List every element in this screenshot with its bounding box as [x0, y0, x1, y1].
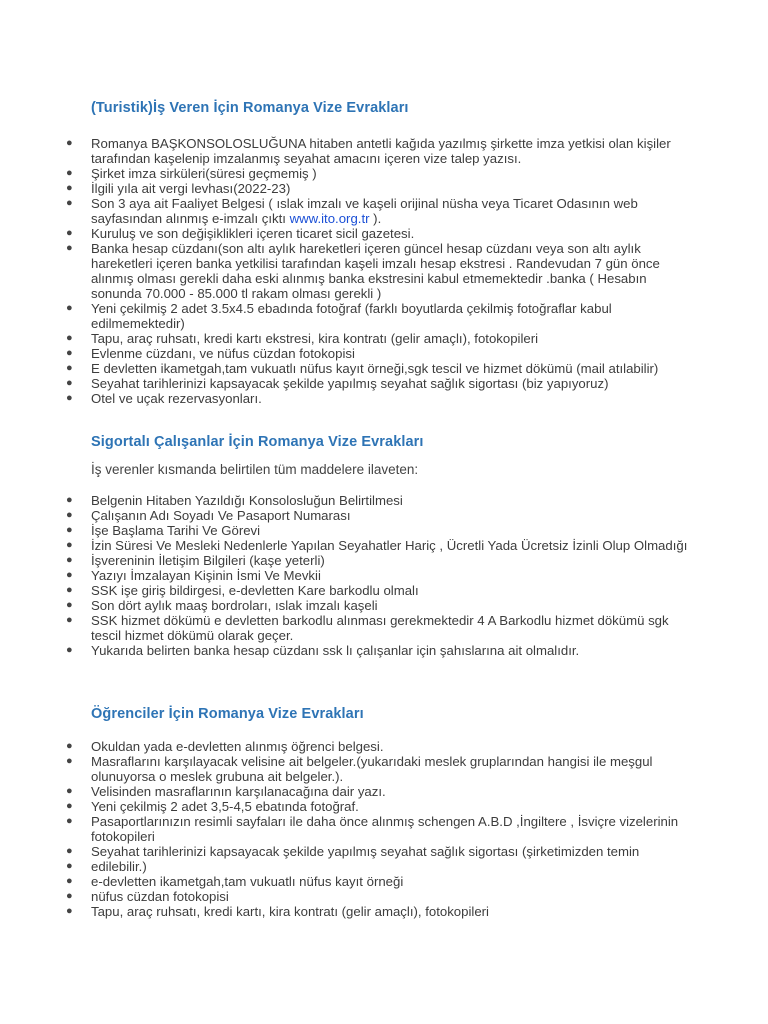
bullet-icon: ● [66, 302, 73, 314]
bullet-icon: ● [66, 392, 73, 404]
list-item: ● Otel ve uçak rezervasyonları. [66, 391, 262, 406]
bullet-icon: ● [66, 332, 73, 344]
list-item: ● Son 3 aya ait Faaliyet Belgesi ( ıslak imzalı ve kaşeli orijinal nüsha veya Ticaret Odasının web sayfasından alınmış e-imzalı çıktı www.ito.org.tr ). [66, 196, 638, 226]
section-heading-insured-employees: Sigortalı Çalışanlar İçin Romanya Vize Evrakları [91, 434, 424, 450]
bullet-icon: ● [66, 197, 73, 209]
list-item: ● nüfus cüzdan fotokopisi [66, 889, 229, 904]
section-heading-employers: (Turistik)İş Veren İçin Romanya Vize Evrakları [91, 100, 409, 116]
bullet-icon: ● [66, 539, 73, 551]
ito-website-link[interactable]: www.ito.org.tr [289, 211, 370, 226]
bullet-icon: ● [66, 845, 73, 857]
bullet-icon: ● [66, 182, 73, 194]
list-item: ● Yeni çekilmiş 2 adet 3,5-4,5 ebatında fotoğraf. [66, 799, 359, 814]
list-item: ● İşe Başlama Tarihi Ve Görevi [66, 523, 261, 538]
bullet-icon: ● [66, 905, 73, 917]
bullet-icon: ● [66, 860, 73, 872]
bullet-icon: ● [66, 137, 73, 149]
list-item: ● Okuldan yada e-devletten alınmış öğrenci belgesi. [66, 739, 384, 754]
list-item: ● Seyahat tarihlerinizi kapsayacak şekilde yapılmış seyahat sağlık sigortası (biz yapıyoruz) [66, 376, 609, 391]
bullet-icon: ● [66, 554, 73, 566]
bullet-icon: ● [66, 875, 73, 887]
bullet-icon: ● [66, 362, 73, 374]
list-item: ● İzin Süresi Ve Mesleki Nedenlerle Yapılan Seyahatler Hariç , Ücretli Yada Ücretsiz İzinli Olup Olmadığı [66, 538, 688, 553]
list-item: ● Romanya BAŞKONSOLOSLUĞUNA hitaben antetli kağıda yazılmış şirkette imza yetkisi olan kişiler tarafından kaşelenip imzalanmış seyahat amacını içeren vize talep yazısı. [66, 136, 671, 166]
employee-document-list [0, 493, 768, 658]
bullet-icon: ● [66, 815, 73, 827]
list-item: ● Yukarıda belirten banka hesap cüzdanı ssk lı çalışanlar için şahıslarına ait olmalıdır. [66, 643, 580, 658]
list-item: ● Evlenme cüzdanı, ve nüfus cüzdan fotokopisi [66, 346, 355, 361]
list-item: ● SSK hizmet dökümü e devletten barkodlu alınması gerekmektedir 4 A Barkodlu hizmet dökümü sgk tescil hizmet dökümü olarak geçer. [66, 613, 669, 643]
list-item: ● Tapu, araç ruhsatı, kredi kartı ekstresi, kira kontratı (gelir amaçlı), fotokopileri [66, 331, 539, 346]
list-item: ● İlgili yıla ait vergi levhası(2022-23) [66, 181, 291, 196]
student-document-list [0, 739, 768, 919]
bullet-icon: ● [66, 584, 73, 596]
list-item: ● Son dört aylık maaş bordroları, ıslak imzalı kaşeli [66, 598, 378, 613]
list-item: ● Masraflarını karşılayacak velisine ait belgeler.(yukarıdaki meslek gruplarından hangisi ile meşgul olunuyorsa o meslek grubuna ait belgeler.). [66, 754, 653, 784]
list-item: ● İşvereninin İletişim Bilgileri (kaşe yeterli) [66, 553, 325, 568]
bullet-icon: ● [66, 599, 73, 611]
list-item: ● Kuruluş ve son değişiklikleri içeren ticaret sicil gazetesi. [66, 226, 415, 241]
list-item: ● E devletten ikametgah,tam vukuatlı nüfus kayıt örneği,sgk tescil ve hizmet dökümü (mail atılabilir) [66, 361, 659, 376]
list-item: ● Tapu, araç ruhsatı, kredi kartı, kira kontratı (gelir amaçlı), fotokopileri [66, 904, 489, 919]
list-item: ● Yeni çekilmiş 2 adet 3.5x4.5 ebadında fotoğraf (farklı boyutlarda çekilmiş fotoğraflar kabul edilmemektedir) [66, 301, 612, 331]
bullet-icon: ● [66, 740, 73, 752]
list-item: ● Belgenin Hitaben Yazıldığı Konsolosluğun Belirtilmesi [66, 493, 403, 508]
bullet-icon: ● [66, 377, 73, 389]
list-item: ● e-devletten ikametgah,tam vukuatlı nüfus kayıt örneği [66, 874, 404, 889]
bullet-icon: ● [66, 785, 73, 797]
bullet-icon: ● [66, 242, 73, 254]
employer-document-list [0, 136, 768, 406]
bullet-icon: ● [66, 890, 73, 902]
bullet-icon: ● [66, 569, 73, 581]
bullet-icon: ● [66, 755, 73, 767]
bullet-icon: ● [66, 494, 73, 506]
bullet-icon: ● [66, 509, 73, 521]
bullet-icon: ● [66, 227, 73, 239]
bullet-icon: ● [66, 347, 73, 359]
section-heading-students: Öğrenciler İçin Romanya Vize Evrakları [91, 706, 364, 722]
list-item: ● Şirket imza sirküleri(süresi geçmemiş ) [66, 166, 317, 181]
list-item: ● Velisinden masraflarının karşılanacağına dair yazı. [66, 784, 386, 799]
section-intro: İş verenler kısmanda belirtilen tüm maddelere ilaveten: [91, 462, 419, 477]
bullet-icon: ● [66, 167, 73, 179]
list-item: ● edilebilir.) [66, 859, 147, 874]
bullet-icon: ● [66, 644, 73, 656]
bullet-icon: ● [66, 614, 73, 626]
list-item: ● Çalışanın Adı Soyadı Ve Pasaport Numarası [66, 508, 351, 523]
list-item: ● SSK işe giriş bildirgesi, e-devletten Kare barkodlu olmalı [66, 583, 419, 598]
list-item: ● Banka hesap cüzdanı(son altı aylık hareketleri içeren güncel hesap cüzdanı veya son altı aylık hareketleri içeren banka yetkilisi tarafından kaşeli imzalı hesap ekstresi . Randevudan 7 gün önce alınmış olması gerekli daha eski alınmış banka ekstresini kabul etmemektedir .banka ( Hesabın sonunda 70.000 - 85.000 tl rakam olması gerekli ) [66, 241, 660, 301]
list-item: ● Yazıyı İmzalayan Kişinin İsmi Ve Mevkii [66, 568, 321, 583]
list-item: ● Seyahat tarihlerinizi kapsayacak şekilde yapılmış seyahat sağlık sigortası (şirketimizden temin [66, 844, 640, 859]
bullet-icon: ● [66, 800, 73, 812]
list-item: ● Pasaportlarınızın resimli sayfaları ile daha önce alınmış schengen A.B.D ,İngiltere , İsviçre vizelerinin fotokopileri [66, 814, 679, 844]
bullet-icon: ● [66, 524, 73, 536]
